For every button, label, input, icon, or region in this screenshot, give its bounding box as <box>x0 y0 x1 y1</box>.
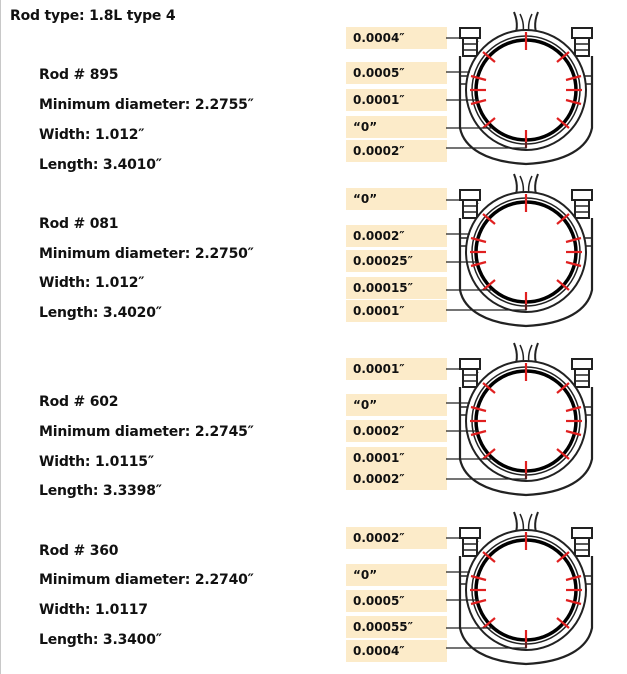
measurement-label: “0” <box>346 116 447 138</box>
measurement-label: 0.0005″ <box>346 62 447 84</box>
rod-length: Length: 3.3398″ <box>39 483 162 499</box>
rod-min-diameter: Minimum diameter: 2.2755″ <box>39 97 254 113</box>
rod-min-diameter: Minimum diameter: 2.2740″ <box>39 572 254 588</box>
measurement-label: 0.00025″ <box>346 250 447 272</box>
rod-bearing-diagram <box>446 10 606 170</box>
measurement-label: 0.0001″ <box>346 300 447 322</box>
rod-width: Width: 1.0115″ <box>39 454 154 470</box>
rod-bearing-diagram <box>446 172 606 332</box>
measurement-label: 0.0002″ <box>346 225 447 247</box>
measurement-label: 0.0004″ <box>346 27 447 49</box>
rod-type-title: Rod type: 1.8L type 4 <box>10 8 176 24</box>
rod-length: Length: 3.4010″ <box>39 157 162 173</box>
measurement-label: 0.0005″ <box>346 590 447 612</box>
rod-length: Length: 3.3400″ <box>39 632 162 648</box>
measurement-label: 0.0002″ <box>346 527 447 549</box>
rod-bearing-diagram <box>446 510 606 670</box>
measurement-label: 0.0002″ <box>346 140 447 162</box>
rod-number: Rod # 602 <box>39 394 119 410</box>
measurement-label: 0.00055″ <box>346 616 447 638</box>
rod-min-diameter: Minimum diameter: 2.2750″ <box>39 246 254 262</box>
left-border <box>0 0 1 674</box>
rod-width: Width: 1.0117 <box>39 602 148 618</box>
measurement-label: 0.0001″ <box>346 89 447 111</box>
rod-length: Length: 3.4020″ <box>39 305 162 321</box>
measurement-label: “0” <box>346 564 447 586</box>
rod-number: Rod # 895 <box>39 67 119 83</box>
rod-width: Width: 1.012″ <box>39 275 145 291</box>
rod-min-diameter: Minimum diameter: 2.2745″ <box>39 424 254 440</box>
measurement-label: 0.0004″ <box>346 640 447 662</box>
measurement-label: 0.0002″ <box>346 420 447 442</box>
rod-number: Rod # 081 <box>39 216 119 232</box>
rod-width: Width: 1.012″ <box>39 127 145 143</box>
rod-bearing-diagram <box>446 341 606 501</box>
measurement-label: “0” <box>346 188 447 210</box>
measurement-label: 0.00015″ <box>346 277 447 299</box>
measurement-label: 0.0001″ <box>346 447 447 469</box>
measurement-label: 0.0002″ <box>346 468 447 490</box>
rod-number: Rod # 360 <box>39 543 119 559</box>
measurement-label: 0.0001″ <box>346 358 447 380</box>
measurement-label: “0” <box>346 394 447 416</box>
